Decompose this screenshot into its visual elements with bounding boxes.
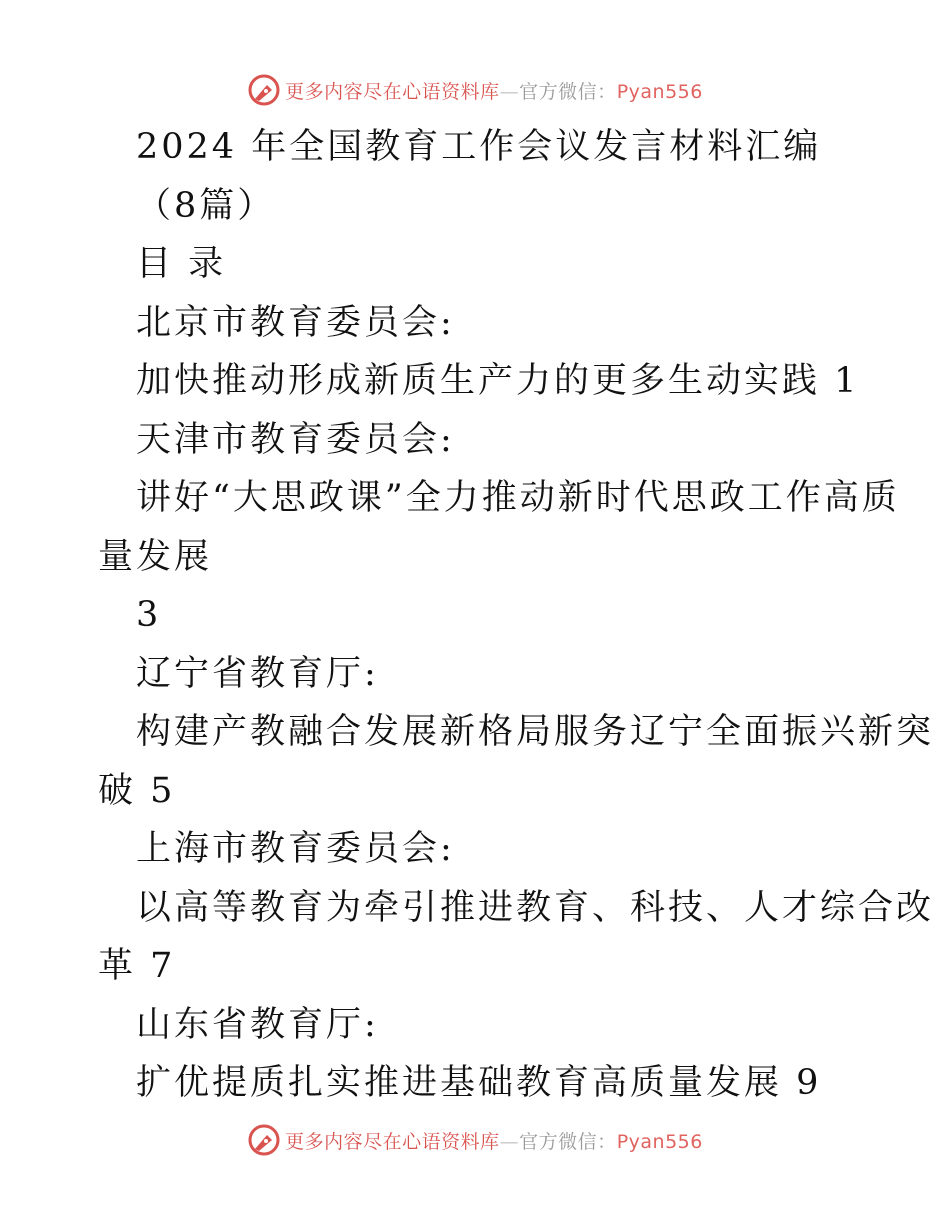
toc-entry-org: 上海市教育委员会: <box>136 829 455 869</box>
toc-entry-org: 辽宁省教育厅: <box>136 653 379 694</box>
banner-text: 更多内容尽在心语资料库—官方微信：Pyan556 <box>285 80 703 103</box>
toc-entry-title-continued: 革 7 <box>98 946 176 986</box>
toc-heading: 目 录 <box>136 244 227 284</box>
toc-entry-title: 扩优提质扎实推进基础教育高质量发展 9 <box>136 1063 822 1103</box>
toc-entry-page-number: 3 <box>136 595 162 635</box>
pen-nib-logo-icon <box>247 73 281 107</box>
toc-entry-title-continued: 量发展 <box>98 536 213 577</box>
toc-entry-title: 以高等教育为牵引推进教育、科技、人才综合改 <box>136 887 935 928</box>
footer-banner <box>0 1122 950 1158</box>
banner-text: 更多内容尽在心语资料库—官方微信：Pyan556 <box>285 1130 703 1153</box>
toc-entry-title: 加快推动形成新质生产力的更多生动实践 1 <box>136 361 860 401</box>
toc-entry-org: 天津市教育委员会: <box>136 419 455 460</box>
document-title-line-1: 2024 年全国教育工作会议发言材料汇编 <box>136 127 822 167</box>
header-banner <box>0 72 950 108</box>
toc-entry-title-continued: 破 5 <box>98 770 176 811</box>
toc-entry-org: 山东省教育厅: <box>136 1004 379 1045</box>
toc-entry-title: 讲好“大思政课”全力推动新时代思政工作高质 <box>136 478 900 518</box>
toc-entry-title: 构建产教融合发展新格局服务辽宁全面振兴新突 <box>136 712 935 752</box>
document-body <box>98 118 935 1113</box>
pen-nib-logo-icon <box>247 1123 281 1157</box>
toc-entry-org: 北京市教育委员会: <box>136 302 455 343</box>
document-title-line-2: （8篇） <box>136 185 276 226</box>
